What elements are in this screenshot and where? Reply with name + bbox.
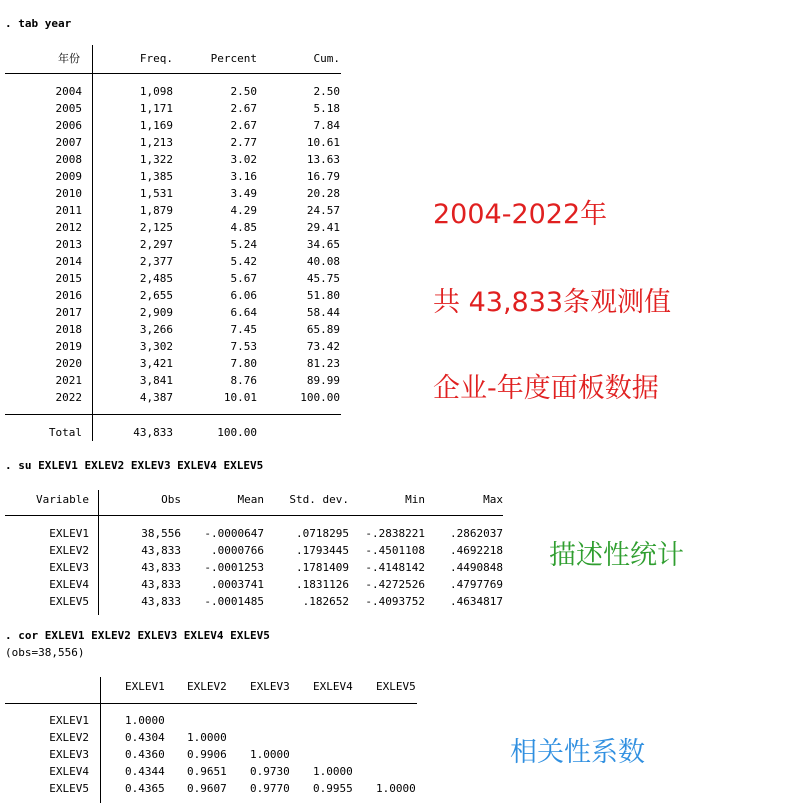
cor-cell: 0.4304	[125, 731, 165, 744]
tab-year: 2021	[55, 374, 82, 387]
tab-cum: 100.00	[300, 391, 340, 404]
tab-header-label: 年份	[58, 52, 80, 65]
tab-cum: 58.44	[306, 306, 340, 319]
su-max: .4692218	[450, 544, 503, 557]
tab-freq: 1,169	[139, 119, 173, 132]
su-variable: EXLEV5	[49, 595, 89, 608]
su-mean: .0003741	[211, 578, 264, 591]
tab-year: 2009	[55, 170, 82, 183]
su-obs: 43,833	[141, 578, 181, 591]
tab-percent: 6.06	[230, 289, 257, 302]
tab-percent: 2.77	[230, 136, 257, 149]
cor-row-label: EXLEV2	[49, 731, 89, 744]
cor-cell: 1.0000	[376, 782, 416, 795]
su-min: -.4501108	[365, 544, 425, 557]
cor-header-2: EXLEV2	[187, 680, 227, 693]
tab-cum: 45.75	[306, 272, 340, 285]
su-min: -.4093752	[365, 595, 425, 608]
su-command: . su EXLEV1 EXLEV2 EXLEV3 EXLEV4 EXLEV5	[5, 459, 264, 472]
su-header-variable: Variable	[36, 493, 89, 506]
tab-cum: 51.80	[306, 289, 340, 302]
tab-freq: 3,841	[139, 374, 173, 387]
su-mean: -.0001253	[204, 561, 264, 574]
tab-year: 2013	[55, 238, 82, 251]
tab-cum: 40.08	[306, 255, 340, 268]
tab-total-freq: 43,833	[133, 426, 173, 439]
su-header-max: Max	[483, 493, 503, 506]
annotation-panel: 企业-年度面板数据	[433, 373, 659, 404]
tab-percent: 6.64	[230, 306, 257, 319]
tab-year: 2022	[55, 391, 82, 404]
tab-freq: 1,879	[139, 204, 173, 217]
tab-cum: 5.18	[313, 102, 340, 115]
su-sd: .182652	[302, 595, 349, 608]
tab-total-percent: 100.00	[217, 426, 257, 439]
cor-command: . cor EXLEV1 EXLEV2 EXLEV3 EXLEV4 EXLEV5	[5, 629, 270, 642]
su-max: .2862037	[450, 527, 503, 540]
su-mean: -.0000647	[204, 527, 264, 540]
tab-freq: 1,322	[139, 153, 173, 166]
tab-year: 2011	[55, 204, 82, 217]
tab-freq: 2,485	[139, 272, 173, 285]
cor-header-rule	[5, 703, 417, 704]
tab-freq: 1,531	[139, 187, 173, 200]
tab-year: 2015	[55, 272, 82, 285]
annotation-correlation: 相关性系数	[510, 737, 645, 768]
cor-cell: 1.0000	[187, 731, 227, 744]
tab-freq: 3,266	[139, 323, 173, 336]
cor-cell: 0.9607	[187, 782, 227, 795]
su-obs: 38,556	[141, 527, 181, 540]
tab-freq: 3,421	[139, 357, 173, 370]
cor-cell: 0.9651	[187, 765, 227, 778]
su-min: -.2838221	[365, 527, 425, 540]
tab-header-freq: Freq.	[139, 52, 173, 65]
cor-cell: 0.9955	[313, 782, 353, 795]
su-mean: .0000766	[211, 544, 264, 557]
tab-percent: 4.85	[230, 221, 257, 234]
tab-header-cum: Cum.	[313, 52, 340, 65]
su-variable: EXLEV1	[49, 527, 89, 540]
su-max: .4634817	[450, 595, 503, 608]
tab-percent: 7.53	[230, 340, 257, 353]
su-min: -.4148142	[365, 561, 425, 574]
tab-freq: 1,213	[139, 136, 173, 149]
cor-header-3: EXLEV3	[250, 680, 290, 693]
tab-year: 2010	[55, 187, 82, 200]
tab-cum: 13.63	[306, 153, 340, 166]
tab-freq: 2,655	[139, 289, 173, 302]
tab-percent: 2.50	[230, 85, 257, 98]
tab-freq: 2,377	[139, 255, 173, 268]
tab-freq: 1,098	[139, 85, 173, 98]
tab-year: 2019	[55, 340, 82, 353]
tab-command: . tab year	[5, 17, 72, 30]
tab-percent: 7.80	[230, 357, 257, 370]
annotation-descriptive-stats: 描述性统计	[549, 540, 684, 571]
tab-header-rule	[5, 73, 341, 74]
tab-freq: 2,297	[139, 238, 173, 251]
tab-percent: 5.24	[230, 238, 257, 251]
cor-cell: 0.4360	[125, 748, 165, 761]
tab-percent: 8.76	[230, 374, 257, 387]
tab-percent: 3.16	[230, 170, 257, 183]
tab-percent: 2.67	[230, 119, 257, 132]
tab-cum: 10.61	[306, 136, 340, 149]
tab-cum: 34.65	[306, 238, 340, 251]
tab-total-rule	[5, 414, 341, 415]
cor-row-label: EXLEV1	[49, 714, 89, 727]
tab-percent: 5.67	[230, 272, 257, 285]
tab-freq: 1,171	[139, 102, 173, 115]
tab-freq: 1,385	[139, 170, 173, 183]
tab-year: 2018	[55, 323, 82, 336]
tab-cum: 16.79	[306, 170, 340, 183]
tab-header-percent: Percent	[210, 52, 257, 65]
tab-freq: 4,387	[139, 391, 173, 404]
tab-percent: 3.49	[230, 187, 257, 200]
cor-header-5: EXLEV5	[376, 680, 416, 693]
tab-year: 2007	[55, 136, 82, 149]
tab-total-label: Total	[48, 426, 82, 439]
tab-cum: 2.50	[313, 85, 340, 98]
su-sd: .1781409	[296, 561, 349, 574]
su-sd: .1831126	[296, 578, 349, 591]
tab-percent: 4.29	[230, 204, 257, 217]
su-variable: EXLEV3	[49, 561, 89, 574]
su-header-mean: Mean	[237, 493, 264, 506]
tab-freq: 2,125	[139, 221, 173, 234]
su-header-min: Min	[405, 493, 425, 506]
cor-cell: 0.9906	[187, 748, 227, 761]
tab-cum: 89.99	[306, 374, 340, 387]
tab-cum: 81.23	[306, 357, 340, 370]
cor-header-1: EXLEV1	[125, 680, 165, 693]
su-sd: .0718295	[296, 527, 349, 540]
su-max: .4490848	[450, 561, 503, 574]
tab-year: 2017	[55, 306, 82, 319]
tab-percent: 3.02	[230, 153, 257, 166]
cor-cell: 1.0000	[125, 714, 165, 727]
tab-cum: 7.84	[313, 119, 340, 132]
su-mean: -.0001485	[204, 595, 264, 608]
su-obs: 43,833	[141, 561, 181, 574]
tab-year: 2014	[55, 255, 82, 268]
tab-year: 2006	[55, 119, 82, 132]
tab-year: 2005	[55, 102, 82, 115]
tab-freq: 2,909	[139, 306, 173, 319]
cor-obs: (obs=38,556)	[5, 646, 85, 659]
su-column-rule	[98, 490, 99, 615]
tab-percent: 7.45	[230, 323, 257, 336]
tab-year: 2016	[55, 289, 82, 302]
cor-row-label: EXLEV3	[49, 748, 89, 761]
tab-cum: 20.28	[306, 187, 340, 200]
tab-cum: 65.89	[306, 323, 340, 336]
tab-cum: 73.42	[306, 340, 340, 353]
su-sd: .1793445	[296, 544, 349, 557]
cor-header-4: EXLEV4	[313, 680, 353, 693]
tab-year: 2008	[55, 153, 82, 166]
su-header-rule	[5, 515, 503, 516]
su-obs: 43,833	[141, 544, 181, 557]
tab-year: 2004	[55, 85, 82, 98]
tab-percent: 2.67	[230, 102, 257, 115]
cor-cell: 0.9770	[250, 782, 290, 795]
cor-cell: 0.4365	[125, 782, 165, 795]
su-header-obs: Obs	[161, 493, 181, 506]
cor-column-rule	[100, 677, 101, 803]
cor-row-label: EXLEV4	[49, 765, 89, 778]
annotation-obs: 共 43,833条观测值	[433, 287, 672, 318]
cor-row-label: EXLEV5	[49, 782, 89, 795]
tab-freq: 3,302	[139, 340, 173, 353]
tab-year: 2012	[55, 221, 82, 234]
tab-percent: 10.01	[223, 391, 257, 404]
cor-cell: 0.4344	[125, 765, 165, 778]
su-variable: EXLEV4	[49, 578, 89, 591]
tab-cum: 29.41	[306, 221, 340, 234]
tab-column-rule	[92, 45, 93, 441]
tab-cum: 24.57	[306, 204, 340, 217]
annotation-years: 2004-2022年	[433, 199, 608, 230]
su-max: .4797769	[450, 578, 503, 591]
tab-percent: 5.42	[230, 255, 257, 268]
cor-cell: 1.0000	[313, 765, 353, 778]
su-min: -.4272526	[365, 578, 425, 591]
cor-cell: 0.9730	[250, 765, 290, 778]
tab-year: 2020	[55, 357, 82, 370]
su-obs: 43,833	[141, 595, 181, 608]
su-variable: EXLEV2	[49, 544, 89, 557]
cor-cell: 1.0000	[250, 748, 290, 761]
su-header-sd: Std. dev.	[289, 493, 349, 506]
